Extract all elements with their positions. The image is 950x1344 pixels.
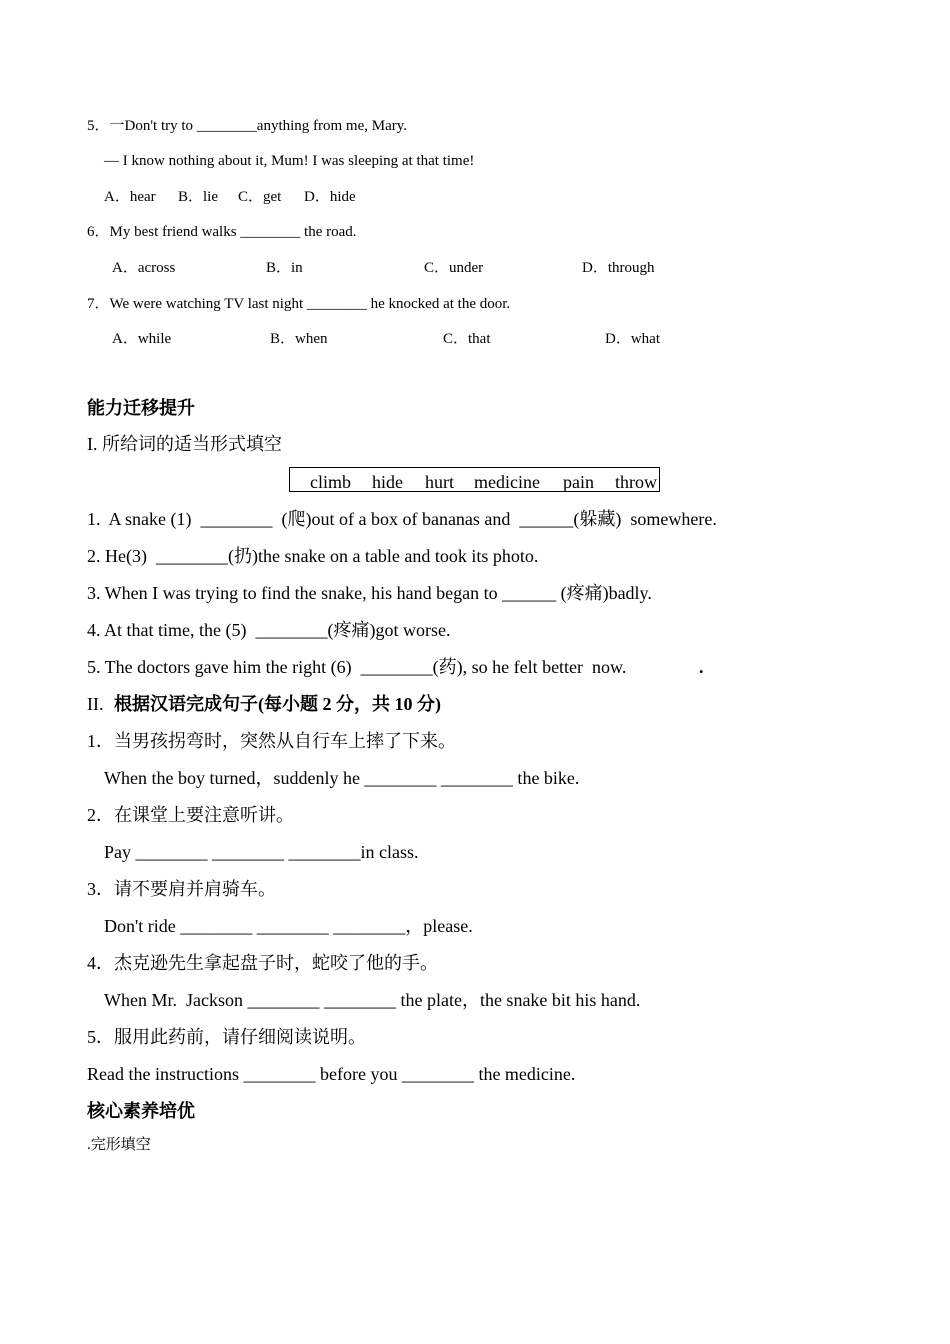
question-7-option-c: C．that [443, 331, 491, 347]
word-bank [289, 467, 660, 492]
part2-item-4-chinese: 4．杰克逊先生拿起盘子时，蛇咬了他的手。 [87, 953, 438, 973]
question-7-option-a: A．while [112, 331, 172, 347]
part2-item-1-english: When the boy turned，suddenly he ________ ________ the bike. [104, 768, 580, 788]
part1-title: I. 所给词的适当形式填空 [87, 434, 282, 454]
question-7-stem: 7．We were watching TV last night ________ he knocked at the door. [87, 296, 511, 312]
part2-item-2-english: Pay ________ ________ ________in class. [104, 842, 419, 862]
question-6-option-c: C．under [424, 260, 484, 276]
section-heading-ability: 能力迁移提升 [87, 398, 195, 418]
part2-numeral: II. [87, 694, 104, 714]
section-heading-core: 核心素养培优 [87, 1101, 195, 1121]
word-bank-word: pain [563, 472, 594, 492]
question-5-option-d: D．hide [304, 189, 356, 205]
question-5-reply: — I know nothing about it, Mum! I was sleeping at that time! [104, 153, 475, 169]
part1-item-1: 1. A snake (1) ________ (爬)out of a box of bananas and ______(躲藏) somewhere. [87, 509, 717, 529]
part2-item-5-chinese: 5．服用此药前，请仔细阅读说明。 [87, 1027, 366, 1047]
part2-item-3-chinese: 3．请不要肩并肩骑车。 [87, 879, 276, 899]
question-6-stem: 6．My best friend walks ________ the road. [87, 224, 357, 240]
question-7-option-b: B．when [270, 331, 328, 347]
question-5-stem: 5．一Don't try to ________anything from me, Mary. [87, 118, 408, 134]
word-bank-word: throw [615, 472, 657, 492]
part1-item-3: 3. When I was trying to find the snake, his hand began to ______ (疼痛)badly. [87, 583, 652, 603]
part2-item-3-english: Don't ride ________ ________ ________，please. [104, 916, 473, 936]
question-5-option-a: A．hear [104, 189, 156, 205]
word-bank-word: medicine [474, 472, 540, 492]
question-5-option-c: C．get [238, 189, 282, 205]
question-6-option-d: D．through [582, 260, 655, 276]
word-bank-word: hide [372, 472, 403, 492]
question-5-option-b: B．lie [178, 189, 218, 205]
question-6-option-b: B．in [266, 260, 303, 276]
part1-item-5: 5. The doctors gave him the right (6) ________(药), so he felt better now. [87, 657, 627, 677]
part2-item-5-english: Read the instructions ________ before you ________ the medicine. [87, 1064, 576, 1084]
part2-title: 根据汉语完成句子(每小题 2 分，共 10 分) [114, 694, 441, 714]
part2-item-4-english: When Mr. Jackson ________ ________ the plate，the snake bit his hand. [104, 990, 641, 1010]
part2-item-2-chinese: 2．在课堂上要注意听讲。 [87, 805, 294, 825]
word-bank-word: hurt [425, 472, 454, 492]
part2-item-1-chinese: 1．当男孩拐弯时，突然从自行车上摔了下来。 [87, 731, 456, 751]
question-7-option-d: D．what [605, 331, 660, 347]
cloze-title: .完形填空 [87, 1137, 151, 1153]
part1-item-2: 2. He(3) ________(扔)the snake on a table and took its photo. [87, 546, 539, 566]
question-6-option-a: A．across [112, 260, 176, 276]
part1-item-4: 4. At that time, the (5) ________(疼痛)got worse. [87, 620, 451, 640]
word-bank-word: climb [310, 472, 351, 492]
stray-dot: . [699, 657, 704, 677]
